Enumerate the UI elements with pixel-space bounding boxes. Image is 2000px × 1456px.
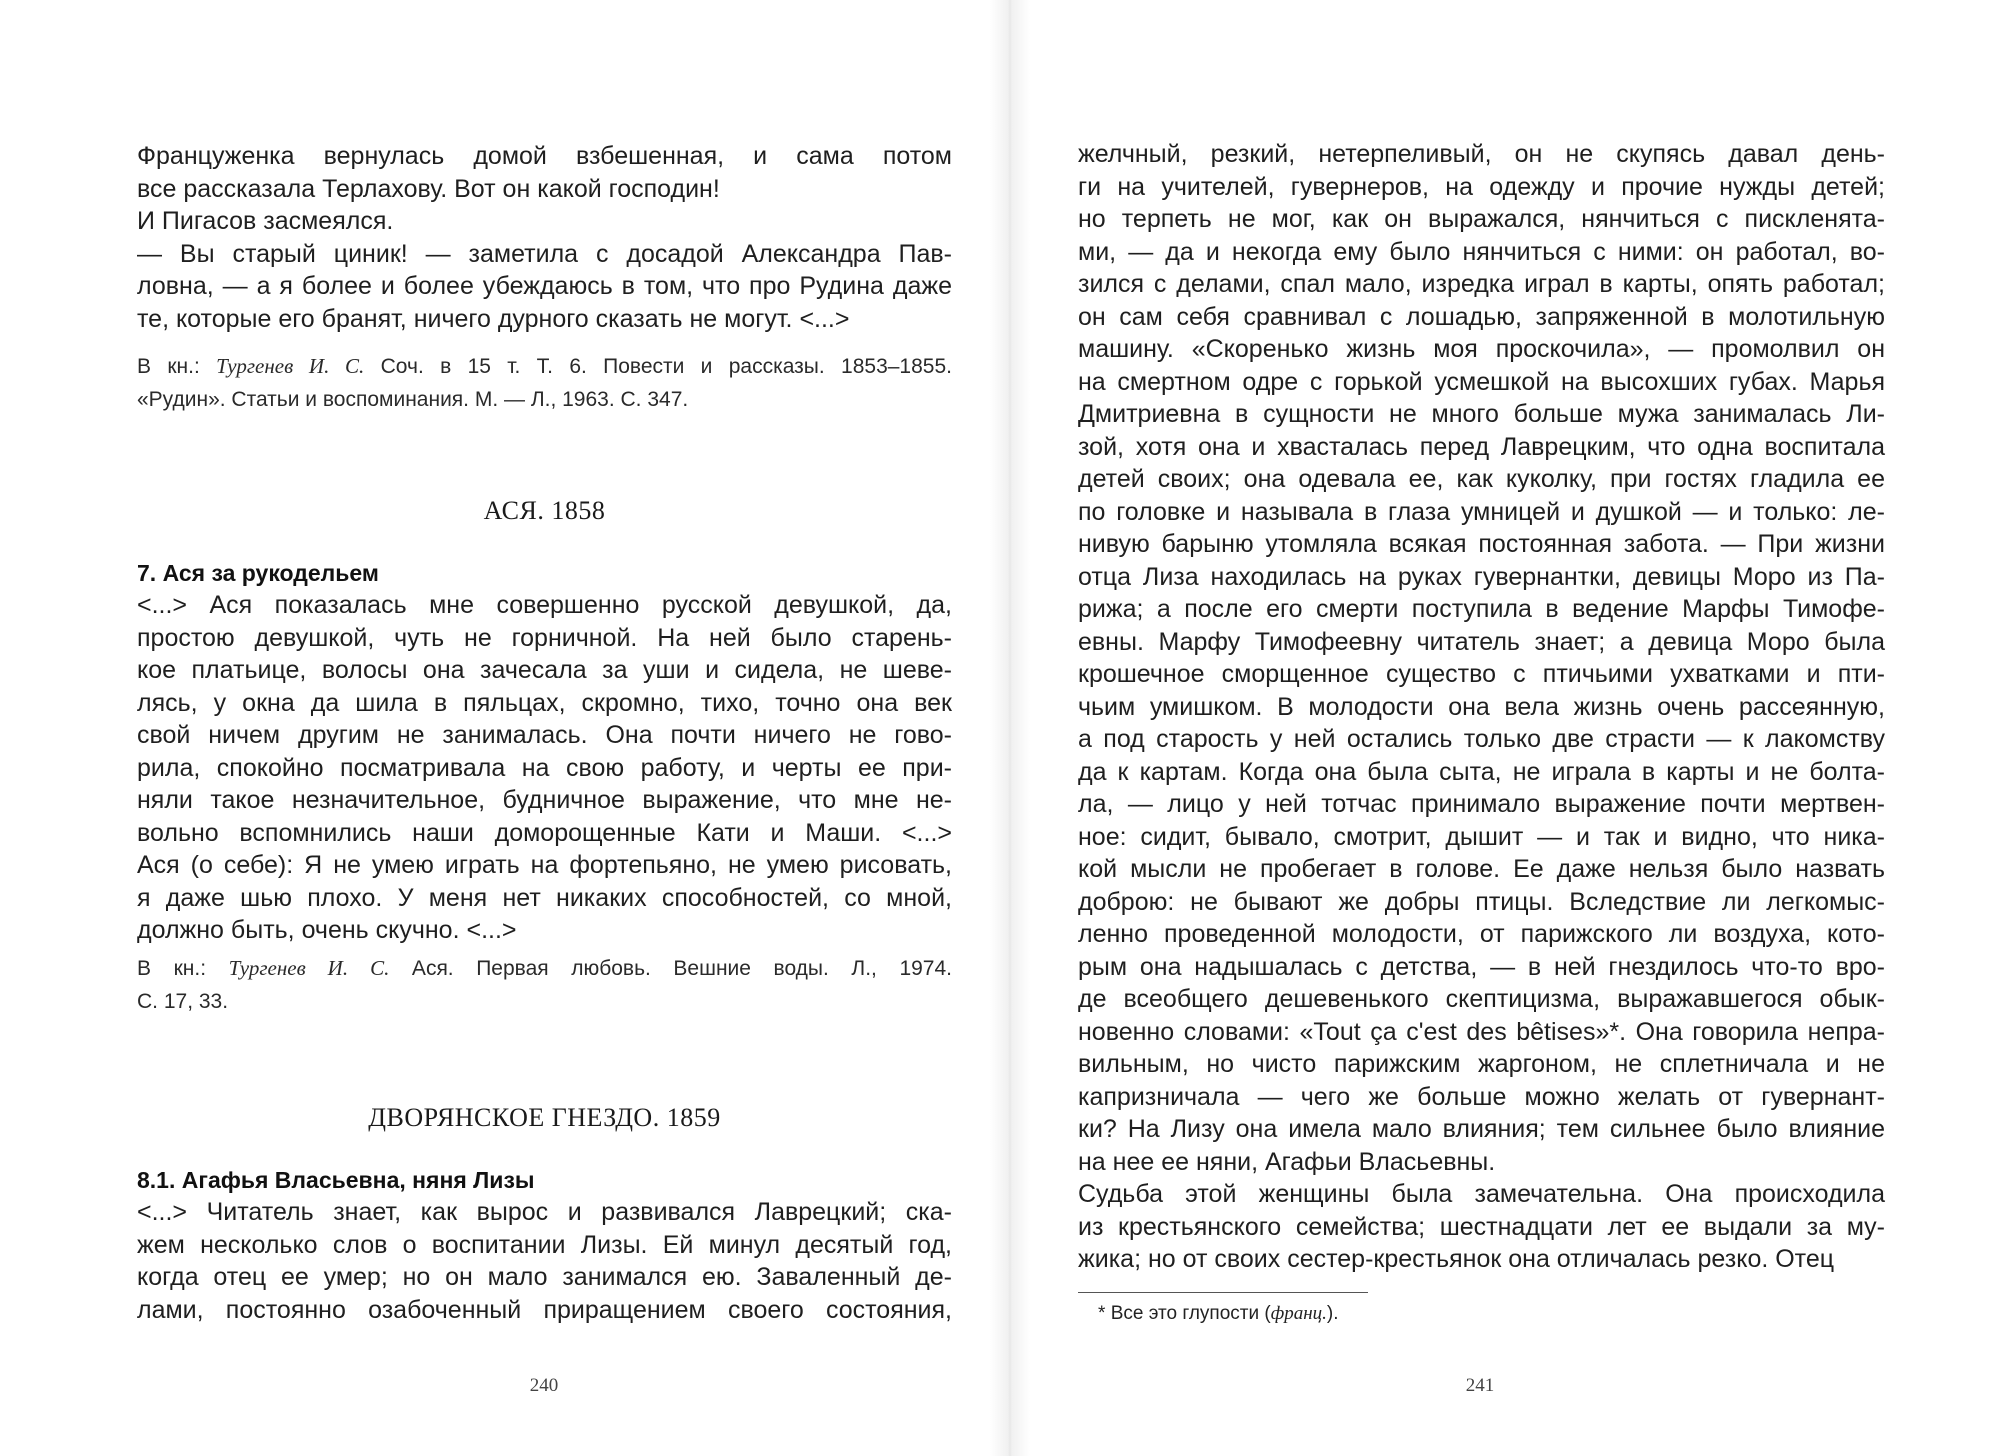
text-line: рым она надышалась с детства, — в ней гнездилось что-то вро- xyxy=(1078,952,1885,981)
text-line: доброю: не бывают же добры птицы. Вследствие ли легкомыс- xyxy=(1078,887,1885,916)
text-line: новенно словами: «Tout ça c'est des bêtises»*. Она говорила непра- xyxy=(1078,1017,1885,1046)
text-line: да к картам. Когда она была сыта, не играла в карты и не болта- xyxy=(1078,757,1885,786)
subheading-asya-needlework: 7. Ася за рукодельем xyxy=(137,560,379,586)
subheading-agafya: 8.1. Агафья Власьевна, няня Лизы xyxy=(137,1167,535,1193)
text-line: <...> Читатель знает, как вырос и развивался Лаврецкий; ска- xyxy=(137,1198,952,1226)
text-line: рижа; а после его смерти поступила в ведение Марфы Тимофе- xyxy=(1078,595,1885,623)
text-line: из крестьянского семейства; шестнадцати лет ее выдали за му- xyxy=(1078,1212,1885,1241)
text-line: <...> Ася показалась мне совершенно русской девушкой, да, xyxy=(137,591,952,619)
text-line: ги на учителей, гувернеров, на одежду и прочие нужды детей; xyxy=(1078,172,1885,201)
text-line: ленно проведенной молодости, от парижского ли воздуха, кото- xyxy=(1078,920,1885,948)
text-line: Судьба этой женщины была замечательна. Она происходила xyxy=(1078,1180,1885,1208)
text-line: ловна, — а я более и более убеждаюсь в том, что про Рудина даже xyxy=(137,272,952,300)
source-citation-2 xyxy=(137,952,952,1018)
text-line: евны. Марфу Тимофеевну читатель знает; а девица Моро была xyxy=(1078,627,1885,656)
footnote-marker: * xyxy=(1098,1303,1111,1324)
citation-prefix: В кн.: xyxy=(137,957,229,980)
text-line: детей своих; она одевала ее, как куколку, при гостях гладила ее xyxy=(1078,465,1885,493)
text-line: по головке и называла в глаза умницей и душкой — и только: ле- xyxy=(1078,497,1885,526)
text-line: но терпеть не мог, как он выражался, нянчиться с пискленята- xyxy=(1078,205,1885,233)
text-line: отца Лиза находилась на руках гувернантки, девицы Моро из Па- xyxy=(1078,562,1885,591)
text-line: зой, хотя она и хвасталась перед Лаврецким, что одна воспитала xyxy=(1078,432,1885,461)
text-line: зился с делами, спал мало, изредка играл в карты, опять работал; xyxy=(1078,270,1885,298)
text-line: нивую барыню утомляла всякая постоянная забота. — При жизни xyxy=(1078,530,1885,558)
text-line: на нее ее няни, Агафьи Власьевны. xyxy=(1078,1147,1496,1176)
footnote-close: ). xyxy=(1326,1303,1339,1324)
citation-author: Тургенев И. С. xyxy=(228,956,390,980)
text-line: де всеобщего дешевенького скептицизма, выражавшегося обык- xyxy=(1078,985,1885,1013)
section-heading-asya: АСЯ. 1858 xyxy=(483,496,606,525)
citation-text: Соч. в 15 т. Т. 6. Повести и рассказы. 1853–1855. xyxy=(364,355,952,378)
text-line: кое платьице, волосы она зачесала за уши и сидела, не шеве- xyxy=(137,656,952,684)
text-line: я даже шью плохо. У меня нет никаких способностей, со мной, xyxy=(137,883,952,912)
text-line: няли такое незначительное, будничное выражение, что мне не- xyxy=(137,786,952,814)
text-line: капризничала — чего же больше можно желать от гувернант- xyxy=(1078,1082,1885,1111)
text-line: вольно вспомнились наши доморощенные Кати и Маши. <...> xyxy=(137,818,952,847)
text-line: Ася (о себе): Я не умею играть на фортепьяно, не умею рисовать, xyxy=(137,851,952,879)
text-line: — Вы старый циник! — заметила с досадой Александра Пав- xyxy=(137,239,952,268)
text-line: И Пигасов засмеялся. xyxy=(137,207,394,235)
text-line: вильным, но чисто парижским жаргоном, не сплетничала и не xyxy=(1078,1050,1885,1078)
text-line: ла, — лицо у ней тотчас принимало выражение почти мертвен- xyxy=(1078,790,1885,818)
text-line: чьим умишком. В молодости она вела жизнь очень рассеянную, xyxy=(1078,692,1885,721)
book-gutter xyxy=(990,0,1030,1456)
text-line: Француженка вернулась домой взбешенная, и сама потом xyxy=(137,142,952,170)
text-line: Дмитриевна в сущности не много больше мужа занималась Ли- xyxy=(1078,400,1885,428)
source-citation-1 xyxy=(137,350,952,416)
left-page xyxy=(137,0,952,1456)
text-line: он сам себя сравнивал с лошадью, запряженной в молотильную xyxy=(1078,302,1885,331)
page-number-left: 240 xyxy=(529,1375,559,1396)
citation-line: «Рудин». Статьи и воспоминания. М. — Л., 1963. С. 347. xyxy=(137,388,689,411)
text-line: желчный, резкий, нетерпеливый, он не скупясь давал день- xyxy=(1078,140,1885,168)
section-heading-noble-nest: ДВОРЯНСКОЕ ГНЕЗДО. 1859 xyxy=(368,1103,721,1132)
text-line: все рассказала Терлахову. Вот он какой господин! xyxy=(137,174,720,203)
text-line: простою девушкой, чуть не горничной. На ней было старень- xyxy=(137,623,952,652)
citation-prefix: В кн.: xyxy=(137,355,217,378)
text-line: жем несколько слов о воспитании Лизы. Ей минул десятый год, xyxy=(137,1230,952,1259)
left-intro-text xyxy=(137,140,952,335)
right-body-text xyxy=(1078,138,1885,1276)
text-line: когда отец ее умер; но он мало занимался ею. Заваленный де- xyxy=(137,1263,952,1291)
text-line: крошечное сморщенное существо с птичьими ухватками и пти- xyxy=(1078,660,1885,688)
text-line: ми, — да и некогда ему было нянчиться с ними: он работал, во- xyxy=(1078,237,1885,266)
citation-text: Ася. Первая любовь. Вешние воды. Л., 1974. xyxy=(389,957,953,980)
citation-author: Тургенев И. С. xyxy=(216,354,365,378)
text-line: ки? На Лизу она имела мало влияния; тем сильнее было влияние xyxy=(1078,1115,1885,1143)
page-number-right: 241 xyxy=(1465,1375,1495,1396)
footnote xyxy=(1098,1303,1338,1325)
text-line: рила, спокойно посматривала на свою работу, и черты ее при- xyxy=(137,753,952,782)
noble-nest-section-text xyxy=(137,1196,952,1326)
citation-line: С. 17, 33. xyxy=(137,990,229,1013)
text-line: должно быть, очень скучно. <...> xyxy=(137,916,517,944)
asya-section-text xyxy=(137,589,952,947)
footnote-text: Все это глупости ( xyxy=(1110,1303,1271,1324)
text-line: машину. «Скоренько жизнь моя проскочила», — промолвил он xyxy=(1078,335,1885,363)
text-line: свой ничем другим не занималась. Она почти ничего не гово- xyxy=(137,721,952,749)
text-line: жика; но от своих сестер-крестьянок она отличалась резко. Отец xyxy=(1078,1245,1835,1273)
text-line: кой мысли не пробегает в голове. Ее даже нельзя было назвать xyxy=(1078,855,1885,883)
footnote-italic: франц. xyxy=(1270,1303,1327,1324)
text-line: лясь, у окна да шила в пяльцах, скромно, тихо, точно она век xyxy=(137,688,952,717)
text-line: те, которые его бранят, ничего дурного сказать не могут. <...> xyxy=(137,304,850,333)
right-page xyxy=(1078,0,1885,1456)
text-line: лами, постоянно озабоченный приращением своего состояния, xyxy=(137,1295,952,1324)
text-line: а под старость у ней остались только две страсти — к лакомству xyxy=(1078,725,1885,753)
text-line: ное: сидит, бывало, смотрит, дышит — и так и видно, что ника- xyxy=(1078,822,1885,851)
text-line: на смертном одре с горькой усмешкой на высохших губах. Марья xyxy=(1078,367,1885,396)
footnote-rule xyxy=(1078,1292,1368,1293)
